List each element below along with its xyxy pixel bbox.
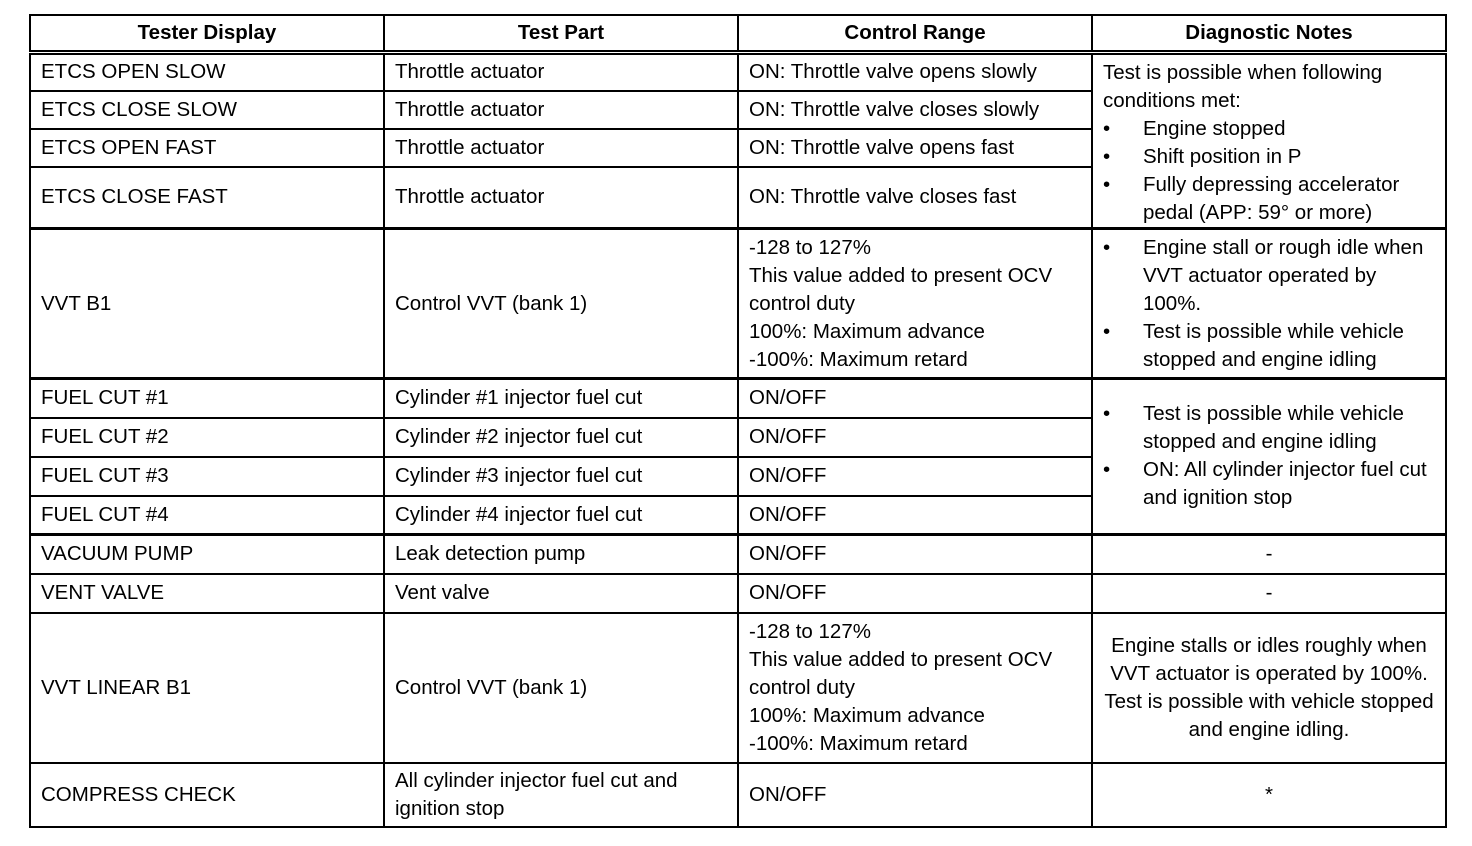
notes-bullet: • Test is possible while vehicle stopped and engine idling — [1103, 318, 1435, 374]
cell-tester-display: ETCS OPEN SLOW — [30, 53, 384, 91]
cell-control-range: ON/OFF — [738, 379, 1092, 418]
notes-bullet: • Engine stopped — [1103, 115, 1435, 143]
cell-control-range: ON: Throttle valve opens fast — [738, 129, 1092, 167]
cell-diagnostic-notes-vvt — [1092, 229, 1446, 379]
notes-bullet: • Shift position in P — [1103, 143, 1435, 171]
cell-test-part: Throttle actuator — [384, 129, 738, 167]
cell-tester-display: VENT VALVE — [30, 574, 384, 613]
notes-bullet: • ON: All cylinder injector fuel cut and ignition stop — [1103, 456, 1435, 512]
notes-intro: Test is possible when following conditions met: — [1103, 61, 1383, 112]
cell-test-part: Throttle actuator — [384, 91, 738, 129]
cell-tester-display: FUEL CUT #3 — [30, 457, 384, 496]
table-row — [30, 763, 1446, 827]
notes-bullet: • Test is possible while vehicle stopped and engine idling — [1103, 400, 1435, 456]
notes-bullet-list — [1103, 400, 1435, 512]
header-row — [30, 15, 1446, 53]
cell-control-range: ON: Throttle valve closes fast — [738, 167, 1092, 229]
cell-test-part: Control VVT (bank 1) — [384, 613, 738, 763]
header-tester-display: Tester Display — [30, 15, 384, 53]
cell-test-part: Control VVT (bank 1) — [384, 229, 738, 379]
cell-control-range: ON: Throttle valve opens slowly — [738, 53, 1092, 91]
cell-tester-display: ETCS CLOSE FAST — [30, 167, 384, 229]
notes-bullet-list — [1103, 115, 1435, 227]
cell-diagnostic-notes: - — [1092, 535, 1446, 574]
notes-bullet: • Fully depressing accelerator pedal (APP: 59° or more) — [1103, 171, 1435, 227]
cell-test-part: Cylinder #4 injector fuel cut — [384, 496, 738, 535]
header-diagnostic-notes: Diagnostic Notes — [1092, 15, 1446, 53]
cell-test-part: Vent valve — [384, 574, 738, 613]
cell-tester-display: ETCS OPEN FAST — [30, 129, 384, 167]
cell-test-part: Cylinder #2 injector fuel cut — [384, 418, 738, 457]
cell-control-range: ON: Throttle valve closes slowly — [738, 91, 1092, 129]
cell-test-part: All cylinder injector fuel cut and ignition stop — [384, 763, 738, 827]
cell-test-part: Cylinder #3 injector fuel cut — [384, 457, 738, 496]
header-control-range: Control Range — [738, 15, 1092, 53]
cell-diagnostic-notes-fuel-cut — [1092, 379, 1446, 535]
cell-control-range: ON/OFF — [738, 763, 1092, 827]
cell-control-range: ON/OFF — [738, 418, 1092, 457]
cell-control-range: -128 to 127% This value added to present OCV control duty 100%: Maximum advance -100%: Maximum retard — [738, 613, 1092, 763]
active-test-table — [29, 14, 1447, 828]
cell-control-range: -128 to 127% This value added to present OCV control duty 100%: Maximum advance -100%: Maximum retard — [738, 229, 1092, 379]
notes-bullet: • Engine stall or rough idle when VVT actuator operated by 100%. — [1103, 234, 1435, 318]
cell-diagnostic-notes: Engine stalls or idles roughly when VVT actuator is operated by 100%. Test is possible with vehicle stopped and engine idling. — [1092, 613, 1446, 763]
cell-tester-display: VVT LINEAR B1 — [30, 613, 384, 763]
cell-test-part: Throttle actuator — [384, 167, 738, 229]
table-row — [30, 535, 1446, 574]
cell-test-part: Throttle actuator — [384, 53, 738, 91]
cell-diagnostic-notes: - — [1092, 574, 1446, 613]
cell-diagnostic-notes-etcs — [1092, 53, 1446, 229]
cell-tester-display: ETCS CLOSE SLOW — [30, 91, 384, 129]
cell-tester-display: VVT B1 — [30, 229, 384, 379]
notes-bullet-list — [1103, 234, 1435, 374]
cell-tester-display: COMPRESS CHECK — [30, 763, 384, 827]
cell-control-range: ON/OFF — [738, 574, 1092, 613]
table-row — [30, 574, 1446, 613]
table-row — [30, 229, 1446, 379]
table-row — [30, 53, 1446, 91]
cell-test-part: Leak detection pump — [384, 535, 738, 574]
cell-control-range: ON/OFF — [738, 457, 1092, 496]
cell-tester-display: VACUUM PUMP — [30, 535, 384, 574]
cell-diagnostic-notes: * — [1092, 763, 1446, 827]
header-test-part: Test Part — [384, 15, 738, 53]
cell-tester-display: FUEL CUT #2 — [30, 418, 384, 457]
cell-tester-display: FUEL CUT #4 — [30, 496, 384, 535]
table-row — [30, 613, 1446, 763]
cell-control-range: ON/OFF — [738, 535, 1092, 574]
cell-tester-display: FUEL CUT #1 — [30, 379, 384, 418]
cell-test-part: Cylinder #1 injector fuel cut — [384, 379, 738, 418]
table-row — [30, 379, 1446, 418]
cell-control-range: ON/OFF — [738, 496, 1092, 535]
